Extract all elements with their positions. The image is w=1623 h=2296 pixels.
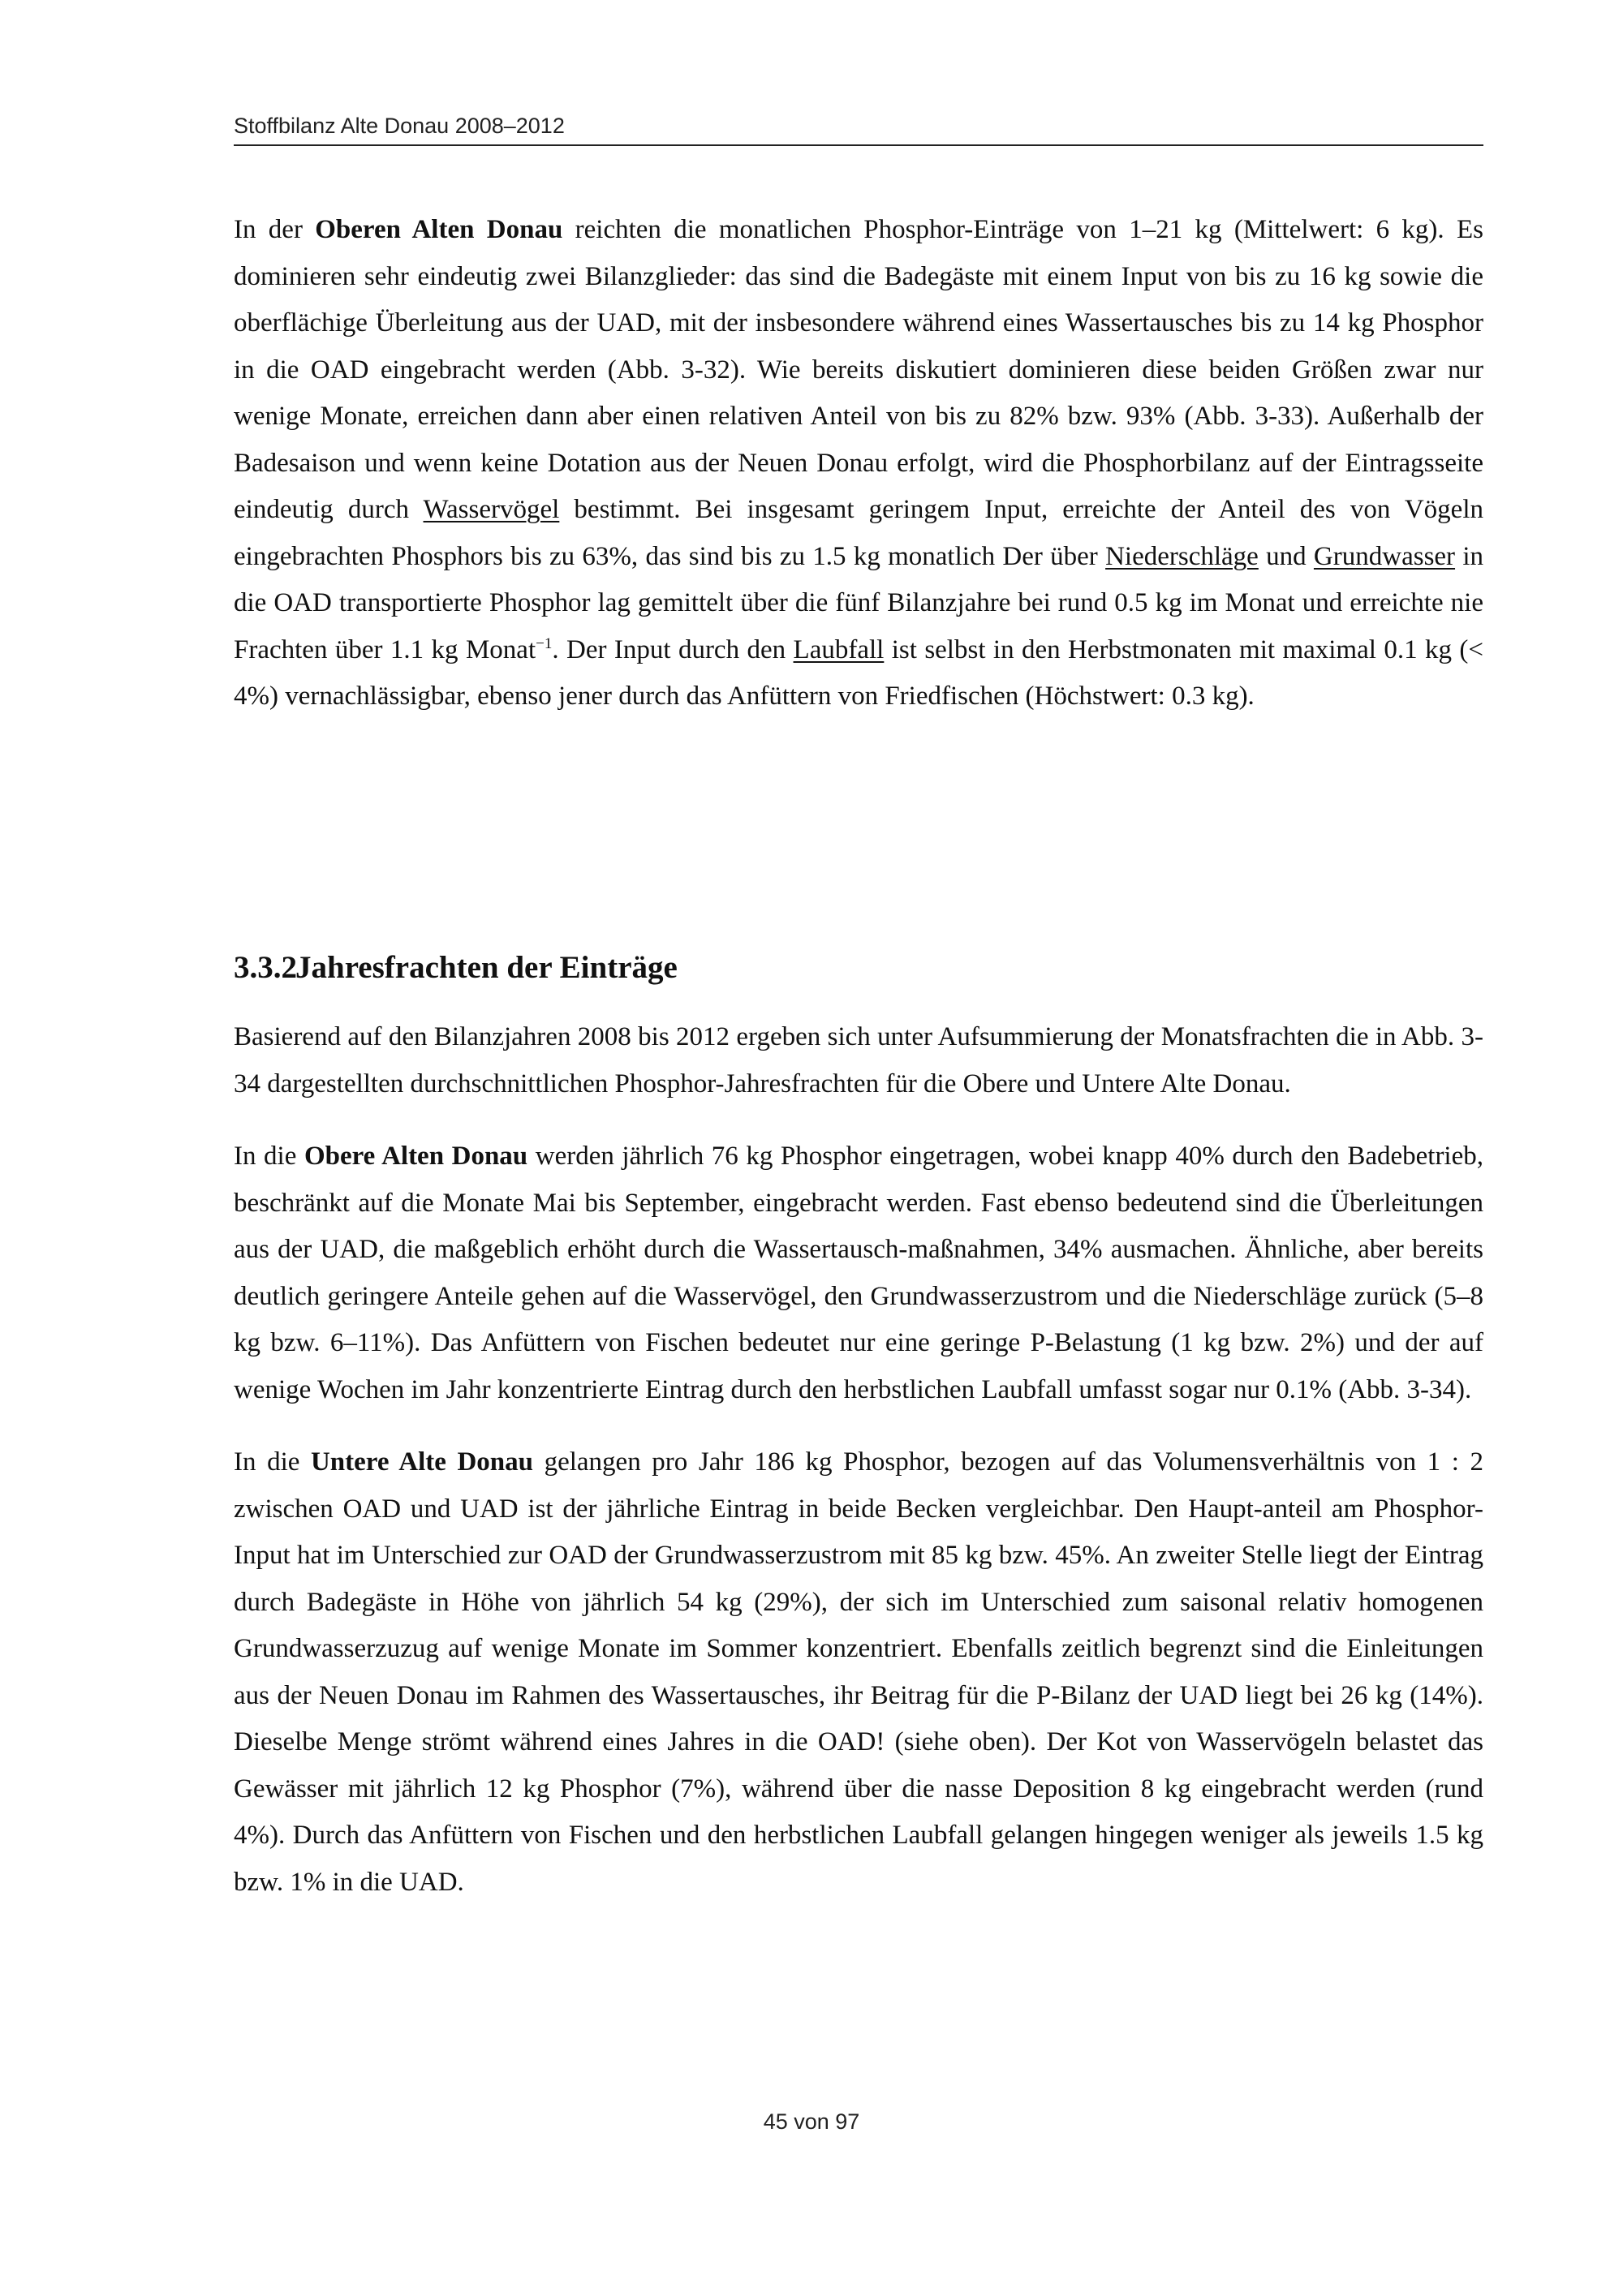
term-laubfall: Laubfall <box>793 634 885 664</box>
obere-text-2: werden jährlich 76 kg Phosphor eingetragen, wobei knapp 40% durch den Badebetrieb, beschränkt auf die Monate Mai bis September, eingebracht werden. Fast ebenso bedeutend sind die Überleitungen aus der UAD, die maßgeblich erhöht durch die Wassertausch-maßnahmen, 34% ausmachen. Ähnliche, aber bereits deutlich geringere Anteile gehen auf die Wasservögel, den Grundwasserzustrom und die Niederschläge zurück (5–8 kg bzw. 6–11%). Das Anfüttern von Fischen bedeutet nur eine geringe P-Belastung (1 kg bzw. 2%) und der auf wenige Wochen im Jahr konzentrierte Eintrag durch den herbstlichen Laubfall umfasst sogar nur 0.1% (Abb. 3-34). <box>234 1142 1483 1404</box>
unit-exponent: −1 <box>536 634 553 652</box>
intro-text-5: in die OAD transportierte Phosphor lag gemittelt über die fünf Bilanzjahre bei rund 0.5 kg im Monat und erreichte nie Frachten über 1.1 kg Monat <box>234 541 1484 664</box>
paragraph-obere <box>234 1133 1483 1413</box>
intro-section <box>234 207 1483 720</box>
untere-bold: Untere Alte Donau <box>310 1447 534 1477</box>
intro-bold-oad: Oberen Alten Donau <box>315 215 563 244</box>
intro-text-7: ist selbst in den Herbstmonaten mit maximal 0.1 kg (< 4%) vernachlässigbar, ebenso jener durch das Anfüttern von Friedfischen (Höchstwert: 0.3 kg). <box>234 634 1483 711</box>
paragraph-basis: Basierend auf den Bilanzjahren 2008 bis 2012 ergeben sich unter Aufsummierung der Monatsfrachten die in Abb. 3-34 dargestellten durchschnittlichen Phosphor-Jahresfrachten für die Obere und Untere Alte Donau. <box>234 1022 1483 1099</box>
intro-text-3: bestimmt. Bei insgesamt geringem Input, erreichte der Anteil des von Vögeln eingebrachten Phosphors bis zu 63%, das sind bis zu 1.5 kg monatlich Der über <box>234 495 1483 571</box>
intro-text-1: In der <box>234 215 316 244</box>
untere-text-2: gelangen pro Jahr 186 kg Phosphor, bezogen auf das Volumensverhältnis von 1 : 2 zwischen OAD und UAD ist der jährliche Eintrag in beide Becken vergleichbar. Den Haupt-anteil am Phosphor-Input hat im Unterschied zur OAD der Grundwasserzustrom mit 85 kg bzw. 45%. An zweiter Stelle liegt der Eintrag durch Badegäste in Höhe von jährlich 54 kg (29%), der sich im Unterschied zum saisonal relativ homogenen Grundwasserzuzug auf wenige Monate im Sommer konzentriert. Ebenfalls zeitlich begrenzt sind die Einleitungen aus der Neuen Donau im Rahmen des Wassertausches, ihr Beitrag für die P-Bilanz der UAD liegt bei 26 kg (14%). Dieselbe Menge strömt während eines Jahres in die OAD! (siehe oben). Der Kot von Wasservögeln belastet das Gewässer mit jährlich 12 kg Phosphor (7%), während über die nasse Deposition 8 kg eingebracht werden (rund 4%). Durch das Anfüttern von Fischen und den herbstlichen Laubfall gelangen hingegen weniger als jeweils 1.5 kg bzw. 1% in die UAD. <box>234 1447 1483 1897</box>
section-title: Jahresfrachten der Einträge <box>295 950 678 985</box>
page-number: 45 von 97 <box>763 2109 860 2134</box>
obere-bold: Obere Alten Donau <box>304 1142 528 1171</box>
intro-text-4: und <box>1258 541 1314 571</box>
intro-text-6: . Der Input durch den <box>552 634 794 664</box>
term-niederschlaege: Niederschläge <box>1105 541 1259 571</box>
paragraph-untere <box>234 1439 1483 1906</box>
term-grundwasser: Grundwasser <box>1313 541 1456 571</box>
section-number: 3.3.2 <box>234 950 297 985</box>
intro-paragraph <box>234 207 1483 720</box>
running-header: Stoffbilanz Alte Donau 2008–2012 <box>234 114 565 138</box>
term-wasservoegel: Wasservögel <box>423 495 560 524</box>
annual-loads-section <box>234 1014 1483 1906</box>
section-heading <box>234 949 678 986</box>
obere-text-1: In die <box>234 1142 304 1171</box>
untere-text-1: In die <box>234 1447 311 1477</box>
header-rule <box>234 144 1483 146</box>
intro-text-2: reichten die monatlichen Phosphor-Einträge von 1–21 kg (Mittelwert: 6 kg). Es dominieren sehr eindeutig zwei Bilanzglieder: das sind die Badegäste mit einem Input von bis zu 16 kg sowie die oberflächige Überleitung aus der UAD, mit der insbesondere während eines Wassertausches bis zu 14 kg Phosphor in die OAD eingebracht werden (Abb. 3-32). Wie bereits diskutiert dominieren diese beiden Größen zwar nur wenige Monate, erreichen dann aber einen relativen Anteil von bis zu 82% bzw. 93% (Abb. 3-33). Außerhalb der Badesaison und wenn keine Dotation aus der Neuen Donau erfolgt, wird die Phosphorbilanz auf der Eintragsseite eindeutig durch <box>234 215 1483 524</box>
